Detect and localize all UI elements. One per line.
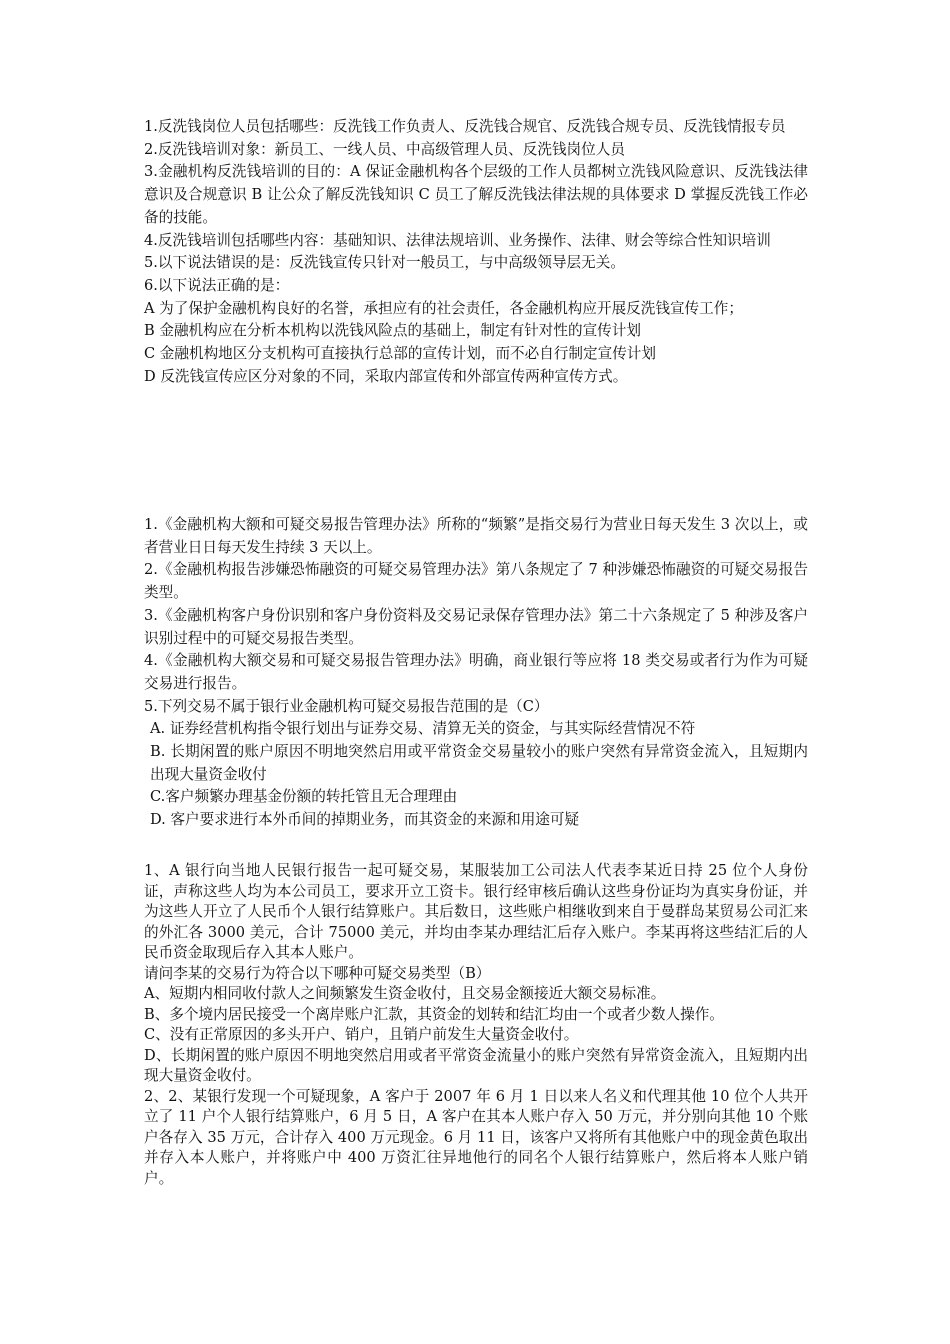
paragraph: 1、A 银行向当地人民银行报告一起可疑交易，某服装加工公司法人代表李某近日持 25 位个人身份证，声称这些人均为本公司员工，要求开立工资卡。银行经审核后确认这些身份证均为真实身份证，并为这些人开立了人民币个人银行结算账户。其后数日，这些账户相继收到来自于曼群岛某贸易公司汇来的外汇各 3000 美元，合计 75000 美元，并均由李某办理结汇后存入账户。李某再将这些结汇后的人民币资金取现后存入其本人账户。	[144, 862, 808, 961]
option-line: D. 客户要求进行本外币间的掉期业务，而其资金的来源和用途可疑	[150, 811, 580, 829]
case-questions-section	[144, 861, 808, 1189]
paragraph: 5.下列交易不属于银行业金融机构可疑交易报告范围的是（C）	[144, 697, 549, 715]
paragraph: 4.《金融机构大额交易和可疑交易报告管理办法》明确，商业银行等应将 18 类交易或者行为作为可疑交易进行报告。	[144, 652, 808, 692]
option-line: B、多个境内居民接受一个离岸账户汇款，其资金的划转和结汇均由一个或者少数人操作。	[144, 1005, 724, 1023]
option-line: B 金融机构应在分析本机构以洗钱风险点的基础上，制定有针对性的宣传计划	[144, 322, 641, 340]
paragraph: 2.反洗钱培训对象：新员工、一线人员、中高级管理人员、反洗钱岗位人员	[144, 140, 625, 158]
option-line: D 反洗钱宣传应区分对象的不同，采取内部宣传和外部宣传两种宣传方式。	[144, 367, 628, 385]
regulation-questions-section	[144, 514, 808, 832]
paragraph: 5.以下说法错误的是：反洗钱宣传只针对一般员工，与中高级领导层无关。	[144, 254, 625, 272]
option-line: C.客户频繁办理基金份额的转托管且无合理理由	[150, 788, 458, 806]
paragraph: 请问李某的交易行为符合以下哪种可疑交易类型（B）	[144, 964, 491, 982]
option-line: A、短期内相同收付款人之间频繁发生资金收付，且交易金额接近大额交易标准。	[144, 985, 666, 1002]
option-line: C、没有正常原因的多头开户、销户，且销户前发生大量资金收付。	[144, 1026, 579, 1043]
option-line: B. 长期闲置的账户原因不明地突然启用或平常资金交易量较小的账户突然有异常资金流入，且短期内出现大量资金收付	[150, 743, 808, 783]
paragraph: 2、2、某银行发现一个可疑现象，A 客户于 2007 年 6 月 1 日以来人名义和代理其他 10 位个人共开立了 11 户个人银行结算账户，6 月 5 日，A 客户在其本人账户存入 50 万元，并分别向其他 10 个账户各存入 35 万元，合计存入 400 万元现金。6 月 11 日，该客户又将所有其他账户中的现金黄色取出并存入本人账户，并将账户中 400 万资汇往异地他行的同名个人银行结算账户，然后将本人账户销户。	[144, 1087, 808, 1187]
paragraph: 3.金融机构反洗钱培训的目的：A 保证金融机构各个层级的工作人员都树立洗钱风险意识、反洗钱法律意识及合规意识 B 让公众了解反洗钱知识 C 员工了解反洗钱法律法规的具体要求 D 掌握反洗钱工作必备的技能。	[144, 163, 808, 226]
option-line: C 金融机构地区分支机构可直接执行总部的宣传计划，而不必自行制定宣传计划	[144, 345, 656, 363]
paragraph: 6.以下说法正确的是：	[144, 276, 290, 294]
paragraph: 1.反洗钱岗位人员包括哪些：反洗钱工作负责人、反洗钱合规官、反洗钱合规专员、反洗钱情报专员	[144, 118, 786, 135]
option-line: A 为了保护金融机构良好的名誉，承担应有的社会责任，各金融机构应开展反洗钱宣传工作；	[144, 299, 743, 317]
paragraph: 3.《金融机构客户身份识别和客户身份资料及交易记录保存管理办法》第二十六条规定了 5 种涉及客户识别过程中的可疑交易报告类型。	[144, 606, 808, 647]
training-questions-section	[144, 116, 808, 388]
option-line: D、长期闲置的账户原因不明地突然启用或者平常资金流量小的账户突然有异常资金流入，且短期内出现大量资金收付。	[144, 1046, 808, 1084]
paragraph: 2.《金融机构报告涉嫌恐怖融资的可疑交易管理办法》第八条规定了 7 种涉嫌恐怖融资的可疑交易报告类型。	[144, 561, 808, 602]
option-line: A. 证券经营机构指令银行划出与证券交易、清算无关的资金，与其实际经营情况不符	[150, 720, 696, 738]
paragraph: 4.反洗钱培训包括哪些内容：基础知识、法律法规培训、业务操作、法律、财会等综合性知识培训	[144, 231, 771, 249]
paragraph: 1.《金融机构大额和可疑交易报告管理办法》所称的“频繁”是指交易行为营业日每天发生 3 次以上，或者营业日日每天发生持续 3 天以上。	[144, 516, 808, 556]
